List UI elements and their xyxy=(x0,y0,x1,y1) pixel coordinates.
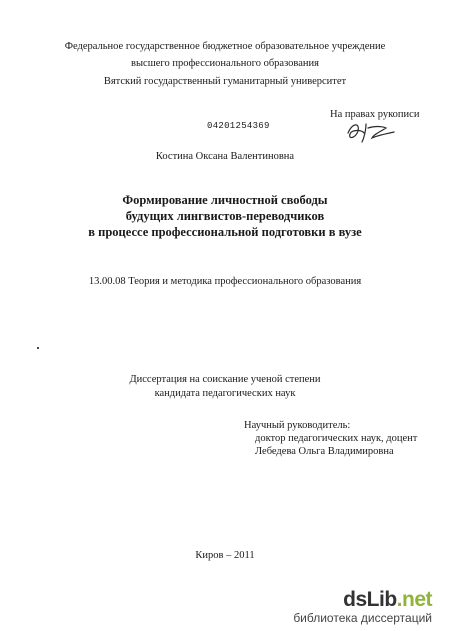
watermark-wordmark xyxy=(293,589,432,611)
registration-code: 04201254369 xyxy=(207,121,270,131)
dissertation-title-line-3: в процессе профессиональной подготовки в вузе xyxy=(88,225,362,239)
supervisor-label: Научный руководитель: xyxy=(244,420,351,431)
degree-line-1: Диссертация на соискание ученой степени xyxy=(129,374,321,385)
institution-line-3: Вятский государственный гуманитарный университет xyxy=(103,76,347,87)
watermark-caption: библиотека диссертаций xyxy=(293,611,432,625)
specialty-code: 13.00.08 Теория и методика профессионального образования xyxy=(88,276,362,287)
dissertation-title-line-1: Формирование личностной свободы xyxy=(122,193,328,207)
handwritten-signature xyxy=(342,118,402,144)
institution-line-2: высшего профессионального образования xyxy=(131,58,319,69)
supervisor-credentials: доктор педагогических наук, доцент xyxy=(255,433,418,444)
dissertation-title-line-2: будущих лингвистов-переводчиков xyxy=(125,209,325,223)
watermark-logo-main: dsLib xyxy=(343,588,397,611)
watermark-logo[interactable] xyxy=(293,589,432,625)
degree-line-2: кандидата педагогических наук xyxy=(154,388,296,399)
supervisor-name: Лебедева Ольга Владимировна xyxy=(255,446,394,457)
rights-note: На правах рукописи xyxy=(330,109,420,120)
watermark-logo-tld: .net xyxy=(396,588,432,611)
city-year: Киров – 2011 xyxy=(195,550,255,561)
scan-speck xyxy=(37,347,39,349)
author-name: Костина Оксана Валентиновна xyxy=(155,151,295,162)
institution-line-1: Федеральное государственное бюджетное образовательное учреждение xyxy=(64,41,386,52)
